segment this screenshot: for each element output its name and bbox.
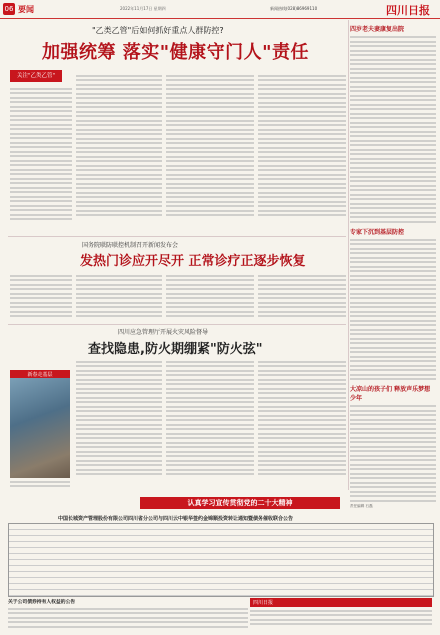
page-number: 06 xyxy=(4,5,14,13)
section-title: 要闻 xyxy=(18,5,34,14)
story3-kicker: 四川应急管理厅开展火灾风险督导 xyxy=(118,329,209,336)
lead-kicker: "乙类乙管"后如何抓好重点人群防控? xyxy=(92,26,224,35)
masthead: 四川日报 xyxy=(386,4,430,17)
ad-footer-right xyxy=(250,598,432,632)
right-headline-2: 专家下沉到基层防控 xyxy=(350,228,405,236)
lead-column-4 xyxy=(258,72,346,234)
ad-footer-title: 关于公司债券持有人权益的公告 xyxy=(8,600,76,605)
issue-date: 2022年11月17日 星期四 xyxy=(120,6,166,11)
lead-banner: 关注"乙类乙管" xyxy=(10,70,62,82)
lead-column-3 xyxy=(166,72,254,234)
story2-column-1 xyxy=(10,272,72,322)
photo-banner: 新春走基层 xyxy=(10,370,70,380)
ad-table xyxy=(8,523,434,597)
story3-column-1 xyxy=(76,358,162,492)
page-header xyxy=(0,0,440,19)
story2-column-4 xyxy=(258,272,346,322)
story2-column-3 xyxy=(166,272,254,322)
story3-column-2 xyxy=(166,358,254,492)
story2-kicker: 国务院联防联控机制召开新闻发布会 xyxy=(82,242,179,249)
story3-headline: 查找隐患,防火期绷紧"防火弦" xyxy=(88,342,263,357)
rule xyxy=(8,236,346,237)
right-column xyxy=(350,20,436,508)
story3-column-3 xyxy=(258,358,346,492)
ad-footer-left xyxy=(8,598,248,632)
story2-headline: 发热门诊应开尽开 正常诊疗正逐步恢复 xyxy=(80,254,306,269)
ad-title: 中国长城资产管理股份有限公司四川省分公司与四川云中银华签约金锦顺投资转让通知暨债务催收联合公告 xyxy=(58,516,294,522)
news-photo xyxy=(10,378,70,478)
right-headline-3: 大凉山的孩子们 释放声乐梦想少年 xyxy=(350,386,431,402)
lead-headline: 加强统筹 落实"健康守门人"责任 xyxy=(42,42,310,63)
editor-credit: 责任编辑 石磊 xyxy=(350,504,373,508)
right-headline-1: 四岁老夫妻康复出院 xyxy=(350,26,405,33)
column-rule xyxy=(348,20,349,490)
lead-column-1 xyxy=(10,85,72,235)
rule xyxy=(8,324,346,325)
story2-column-2 xyxy=(76,272,162,322)
news-hotline: 新闻热线(028)86969110 xyxy=(270,6,318,11)
lead-column-2 xyxy=(76,72,162,234)
ad-footer-right-title: 四川日报 xyxy=(250,598,432,607)
slogan-banner: 认真学习宣传贯彻党的二十大精神 xyxy=(140,497,340,509)
photo-caption xyxy=(10,478,70,486)
